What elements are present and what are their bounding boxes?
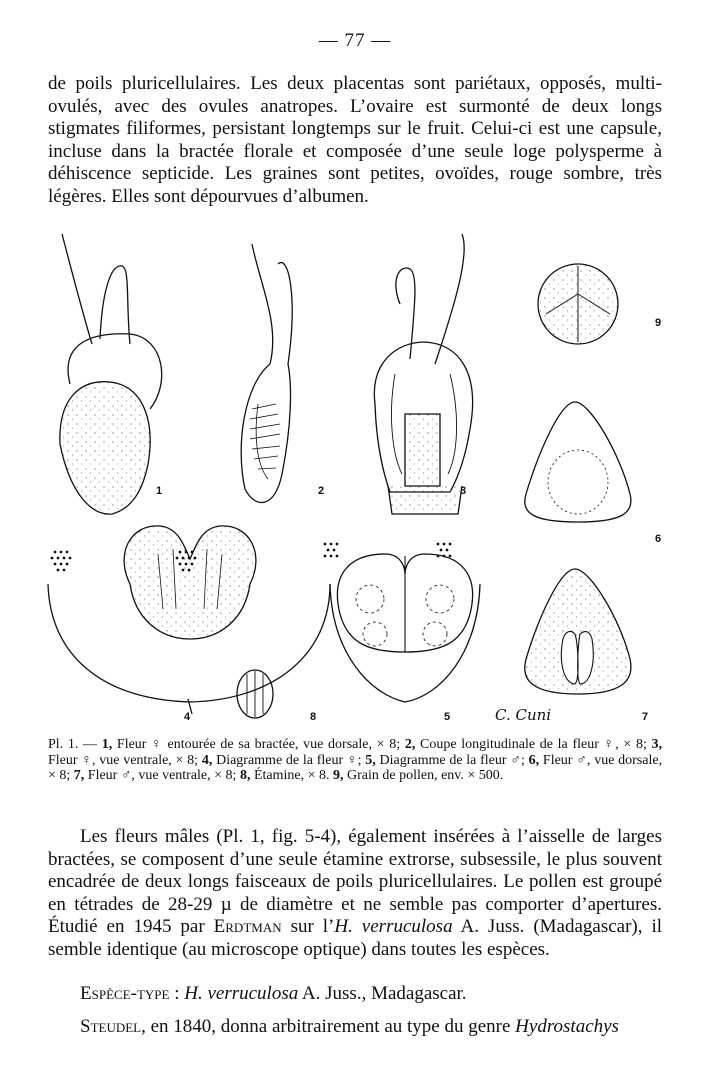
type-species-label: Espèce-type xyxy=(80,983,170,1004)
author-steudel: Steudel xyxy=(80,1016,142,1037)
caption-num-1: 1, xyxy=(101,737,113,752)
figure-2-drawing xyxy=(241,244,292,503)
type-species-sep: : xyxy=(169,983,185,1004)
figure-number-6: 6 xyxy=(655,533,662,545)
figure-5-drawing xyxy=(330,554,480,702)
paragraph-top: de poils pluricellulaires. Les deux placentas sont pariétaux, opposés, multi-ovulés, avec des ovules anatropes. L’ovaire est surmonté de deux longs stigmates filiformes, persistant longtemps sur le fruit. Celui-ci est une capsule, incluse dans la bractée florale et composée d’une seule loge polysperme à déhiscence septicide. Les graines sont petites, ovoïdes, rouge sombre, très légères. Elles sont dépourvues d’albumen. xyxy=(48,73,662,207)
paragraph-bottom-part2: sur l’ xyxy=(290,916,335,937)
genus-name: Hydrostachys xyxy=(515,1016,619,1037)
caption-num-9: 9, xyxy=(332,768,344,783)
type-species-line xyxy=(80,983,467,1005)
caption-text-9: Grain de pollen, env. × 500. xyxy=(346,768,504,783)
figure-number-1: 1 xyxy=(156,485,163,497)
figure-7-drawing xyxy=(525,569,631,694)
caption-num-6: 6, xyxy=(528,752,540,768)
botanical-plate xyxy=(30,224,695,736)
illustrator-signature: C. Cuni xyxy=(495,706,552,724)
caption-num-5: 5, xyxy=(365,752,376,768)
paragraph-bottom xyxy=(48,826,662,961)
caption-num-2: 2, xyxy=(404,737,416,752)
figure-number-4: 4 xyxy=(184,711,191,723)
type-species-name: H. verruculosa xyxy=(184,983,299,1004)
caption-text-2: Coupe longitudinale de la fleur ♀, × 8; xyxy=(420,737,647,752)
caption-text-1: Fleur ♀ entourée de sa bractée, vue dorsale, × 8; xyxy=(116,737,401,752)
author-erdtman: Erdtman xyxy=(213,916,282,937)
figure-number-3: 3 xyxy=(460,485,467,497)
figure-6-drawing xyxy=(525,402,631,522)
caption-text-6: Fleur ♂, vue dorsale, × 8; xyxy=(48,752,663,783)
figure-9-drawing xyxy=(538,264,618,344)
caption-num-7: 7, xyxy=(73,768,85,783)
figure-number-9: 9 xyxy=(655,317,662,329)
plate-illustration xyxy=(30,224,695,736)
caption-text-3: Fleur ♀, vue ventrale, × 8; xyxy=(48,752,199,768)
caption-num-8: 8, xyxy=(239,768,251,783)
figure-number-2: 2 xyxy=(318,485,325,497)
last-line-text: , en 1840, donna arbitrairement au type du genre xyxy=(141,1016,516,1037)
figure-4-drawing xyxy=(48,526,330,714)
figure-number-8: 8 xyxy=(310,711,317,723)
figure-3-drawing xyxy=(374,234,472,514)
caption-text-8: Étamine, × 8. xyxy=(253,768,330,783)
figure-number-5: 5 xyxy=(444,711,451,723)
caption-num-4: 4, xyxy=(201,752,213,768)
caption-text-4: Diagramme de la fleur ♀; xyxy=(216,752,362,768)
species-name: H. verruculosa xyxy=(334,916,453,937)
figure-number-7: 7 xyxy=(642,711,649,723)
type-species-rest: A. Juss., Madagascar. xyxy=(298,983,467,1004)
caption-text-7: Fleur ♂, vue ventrale, × 8; xyxy=(87,768,237,783)
last-line xyxy=(80,1016,662,1038)
plate-caption xyxy=(48,737,662,784)
figure-1-drawing xyxy=(60,234,162,514)
caption-label: Pl. 1. — xyxy=(48,737,98,752)
caption-num-3: 3, xyxy=(651,737,663,752)
paragraph-bottom-part3: A. Juss. (Madagascar), il semble identique (au microscope optique) dans toutes les espèces. xyxy=(48,916,663,960)
page-number: — 77 — xyxy=(318,30,392,51)
paragraph-bottom-part1: Les fleurs mâles (Pl. 1, fig. 5-4), également insérées à l’aisselle de larges bractées, se composent d’une seule étamine extrorse, subsessile, le plus souvent encadrée de deux longs faisceaux de poils pluricellulaires. Le pollen est groupé en tétrades de 28-29 µ de diamètre et ne semble pas comporter d’apertures. Étudié en 1945 par xyxy=(48,826,662,937)
caption-text-5: Diagramme de la fleur ♂; xyxy=(379,752,525,768)
